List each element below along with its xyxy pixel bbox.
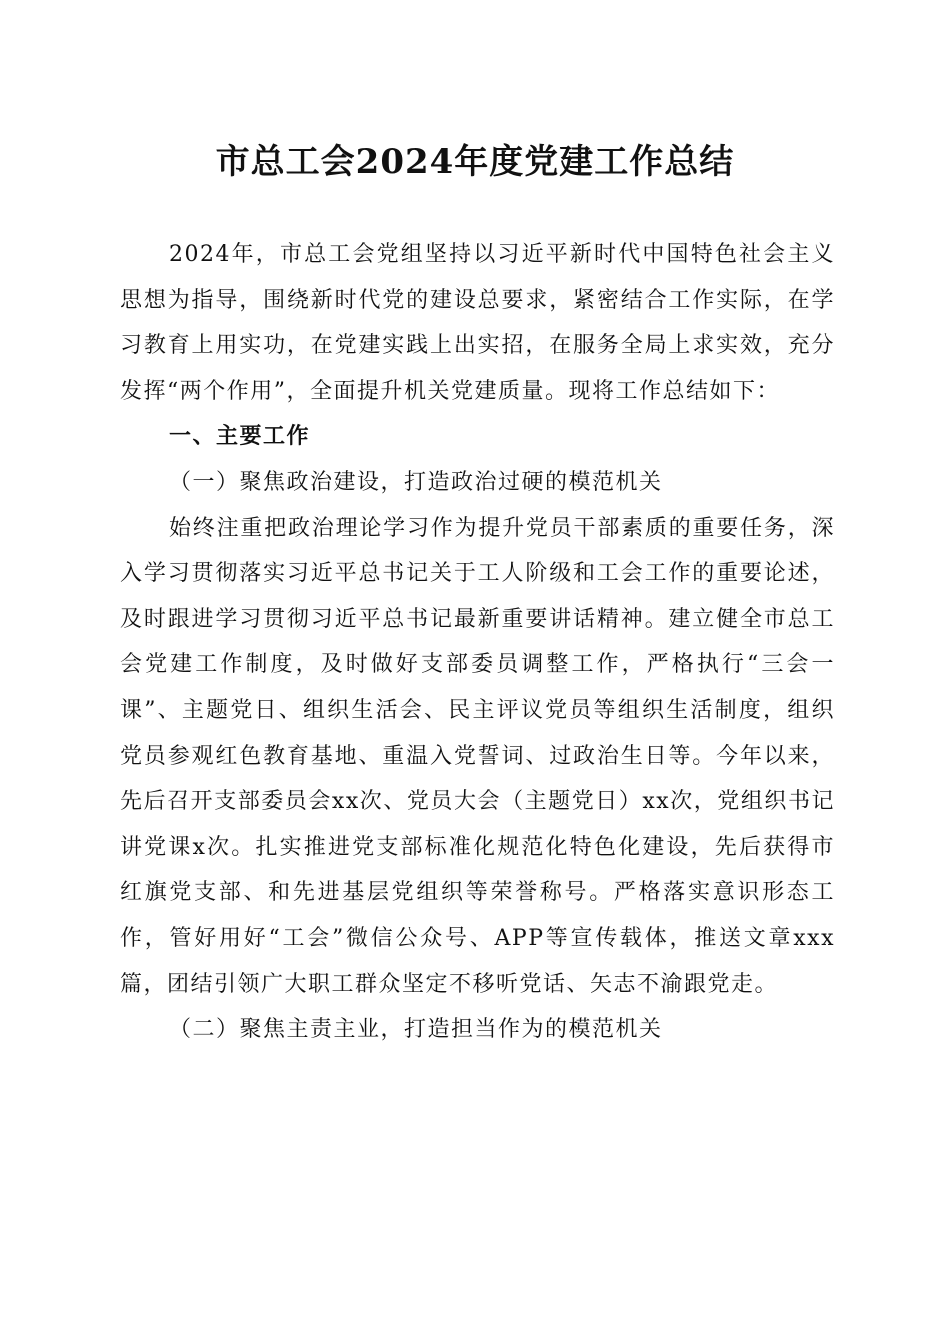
- document-body: [120, 232, 835, 1053]
- subsection-body-political: 始终注重把政治理论学习作为提升党员干部素质的重要任务，深入学习贯彻落实习近平总书记关于工人阶级和工会工作的重要论述，及时跟进学习贯彻习近平总书记最新重要讲话精神。建立健全市总工会党建工作制度，及时做好支部委员调整工作，严格执行“三会一课”、主题党日、组织生活会、民主评议党员等组织生活制度，组织党员参观红色教育基地、重温入党誓词、过政治生日等。今年以来，先后召开支部委员会xx次、党员大会（主题党日）xx次，党组织书记讲党课x次。扎实推进党支部标准化规范化特色化建设，先后获得市红旗党支部、和先进基层党组织等荣誉称号。严格落实意识形态工作，管好用好“工会”微信公众号、APP等宣传载体，推送文章xxx篇，团结引领广大职工群众坚定不移听党话、矢志不渝跟党走。: [120, 515, 835, 997]
- subsection-heading-political: （一）聚焦政治建设，打造政治过硬的模范机关: [169, 469, 663, 495]
- subsection-heading-responsibility: （二）聚焦主责主业，打造担当作为的模范机关: [169, 1017, 663, 1043]
- intro-paragraph: 2024年，市总工会党组坚持以习近平新时代中国特色社会主义思想为指导，围绕新时代党的建设总要求，紧密结合工作实际，在学习教育上用实功，在党建实践上出实招，在服务全局上求实效，充分发挥“两个作用”，全面提升机关党建质量。现将工作总结如下：: [120, 242, 835, 404]
- page-title: 市总工会2024年度党建工作总结: [215, 142, 735, 182]
- section-heading-main-work: 一、主要工作: [169, 424, 311, 450]
